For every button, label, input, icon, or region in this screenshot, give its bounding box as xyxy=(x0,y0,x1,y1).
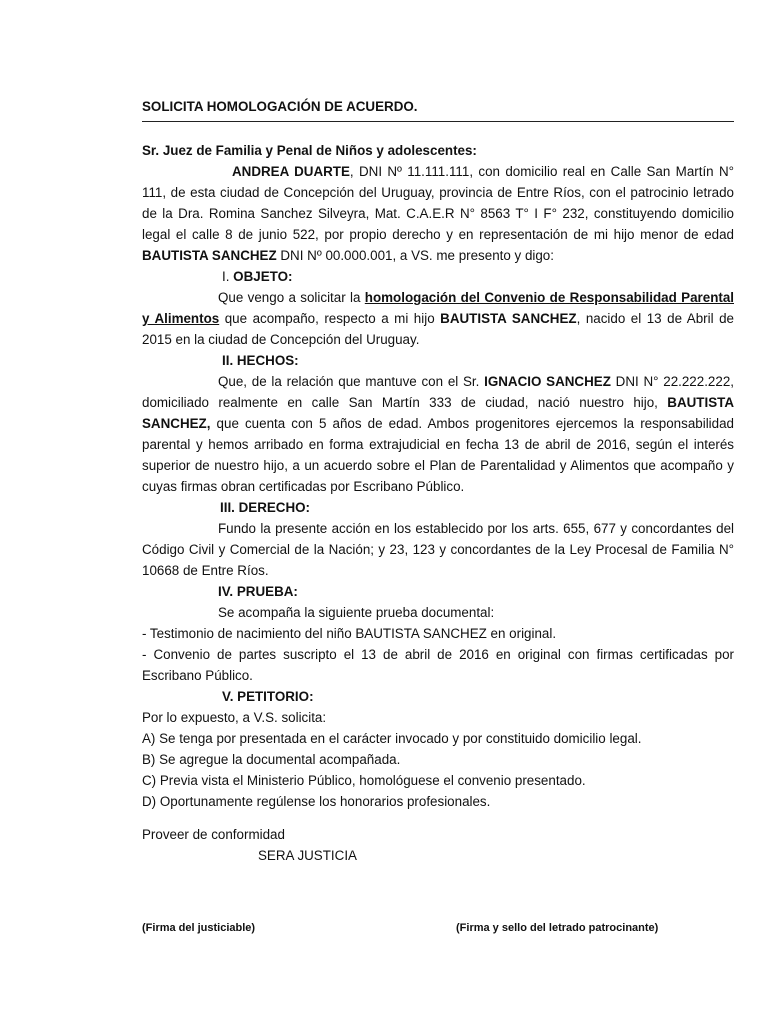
section-derecho-text: Fundo la presente acción en los establecido por los arts. 655, 677 y concordantes del Código Civil y Comercial de la Nación; y 23, 123 y concordantes de la Ley Procesal de Familia N° 10668 de Entre Ríos. xyxy=(142,521,734,578)
prueba-item: - Testimonio de nacimiento del niño BAUTISTA SANCHEZ en original. xyxy=(142,626,557,641)
addressee: Sr. Juez de Familia y Penal de Niños y adolescentes: xyxy=(142,143,477,158)
father-name: IGNACIO SANCHEZ xyxy=(484,374,611,389)
signature-letrado: (Firma y sello del letrado patrocinante) xyxy=(456,922,659,934)
petitorio-item: C) Previa vista el Ministerio Público, homológuese el convenio presentado. xyxy=(142,773,586,788)
closing-justicia: SERA JUSTICIA xyxy=(258,848,357,863)
petitorio-item: A) Se tenga por presentada en el carácter invocado y por constituido domicilio legal. xyxy=(142,731,642,746)
section-prueba-heading: IV. PRUEBA: xyxy=(218,584,298,599)
intro-paragraph: ANDREA DUARTE, DNI Nº 11.111.111, con domicilio real en Calle San Martín N° 111, de esta ciudad de Concepción del Uruguay, provincia de Entre Ríos, con el patrocinio letrado de la Dra. Romina Sanchez Silveyra, Mat. C.A.E.R N° 8563 T° I F° 232, constituyendo domicilio legal el calle 8 de junio 522, por propio derecho y en representación de mi hijo menor de edad BAUTISTA SANCHEZ DNI Nº 00.000.001, a VS. me presento y digo: xyxy=(142,164,734,263)
document-title: SOLICITA HOMOLOGACIÓN DE ACUERDO. xyxy=(142,96,734,122)
section-derecho-heading: III. DERECHO: xyxy=(220,500,311,515)
homologation-request: homologación del Convenio de Responsabilidad Parental y Alimentos xyxy=(142,290,734,326)
section-petitorio-intro: Por lo expuesto, a V.S. solicita: xyxy=(142,710,327,725)
closing-proveer: Proveer de conformidad xyxy=(142,827,285,842)
section-petitorio-heading: V. PETITORIO: xyxy=(222,689,314,704)
petitioner-name: ANDREA DUARTE xyxy=(232,164,350,179)
document-body xyxy=(142,96,734,866)
signature-justiciable: (Firma del justiciable) xyxy=(142,922,256,934)
section-objeto-heading: I. OBJETO: xyxy=(222,269,293,284)
section-objeto-text: Que vengo a solicitar la homologación del Convenio de Responsabilidad Parental y Alimentos que acompaño, respecto a mi hijo BAUTISTA SANCHEZ, nacido el 13 de Abril de 2015 en la ciudad de Concepción del Uruguay. xyxy=(142,290,734,347)
section-prueba-intro: Se acompaña la siguiente prueba documental: xyxy=(218,605,495,620)
prueba-item: - Convenio de partes suscripto el 13 de abril de 2016 en original con firmas certificadas por Escribano Público. xyxy=(142,647,734,683)
spacer xyxy=(142,812,734,824)
petitorio-item: D) Oportunamente regúlense los honorarios profesionales. xyxy=(142,794,491,809)
child-name: BAUTISTA SANCHEZ xyxy=(142,248,277,263)
petitorio-item: B) Se agregue la documental acompañada. xyxy=(142,752,401,767)
section-hechos-text: Que, de la relación que mantuve con el Sr. IGNACIO SANCHEZ DNI N° 22.222.222, domiciliado realmente en calle San Martín 333 de ciudad, nació nuestro hijo, BAUTISTA SANCHEZ, que cuenta con 5 años de edad. Ambos progenitores ejercemos la responsabilidad parental y hemos arribado en forma extrajudicial en fecha 13 de abril de 2016, según el interés superior de nuestro hijo, a un acuerdo sobre el Plan de Parentalidad y Alimentos que acompaño y cuyas firmas obran certificadas por Escribano Público. xyxy=(142,374,734,494)
section-hechos-heading: II. HECHOS: xyxy=(222,353,299,368)
